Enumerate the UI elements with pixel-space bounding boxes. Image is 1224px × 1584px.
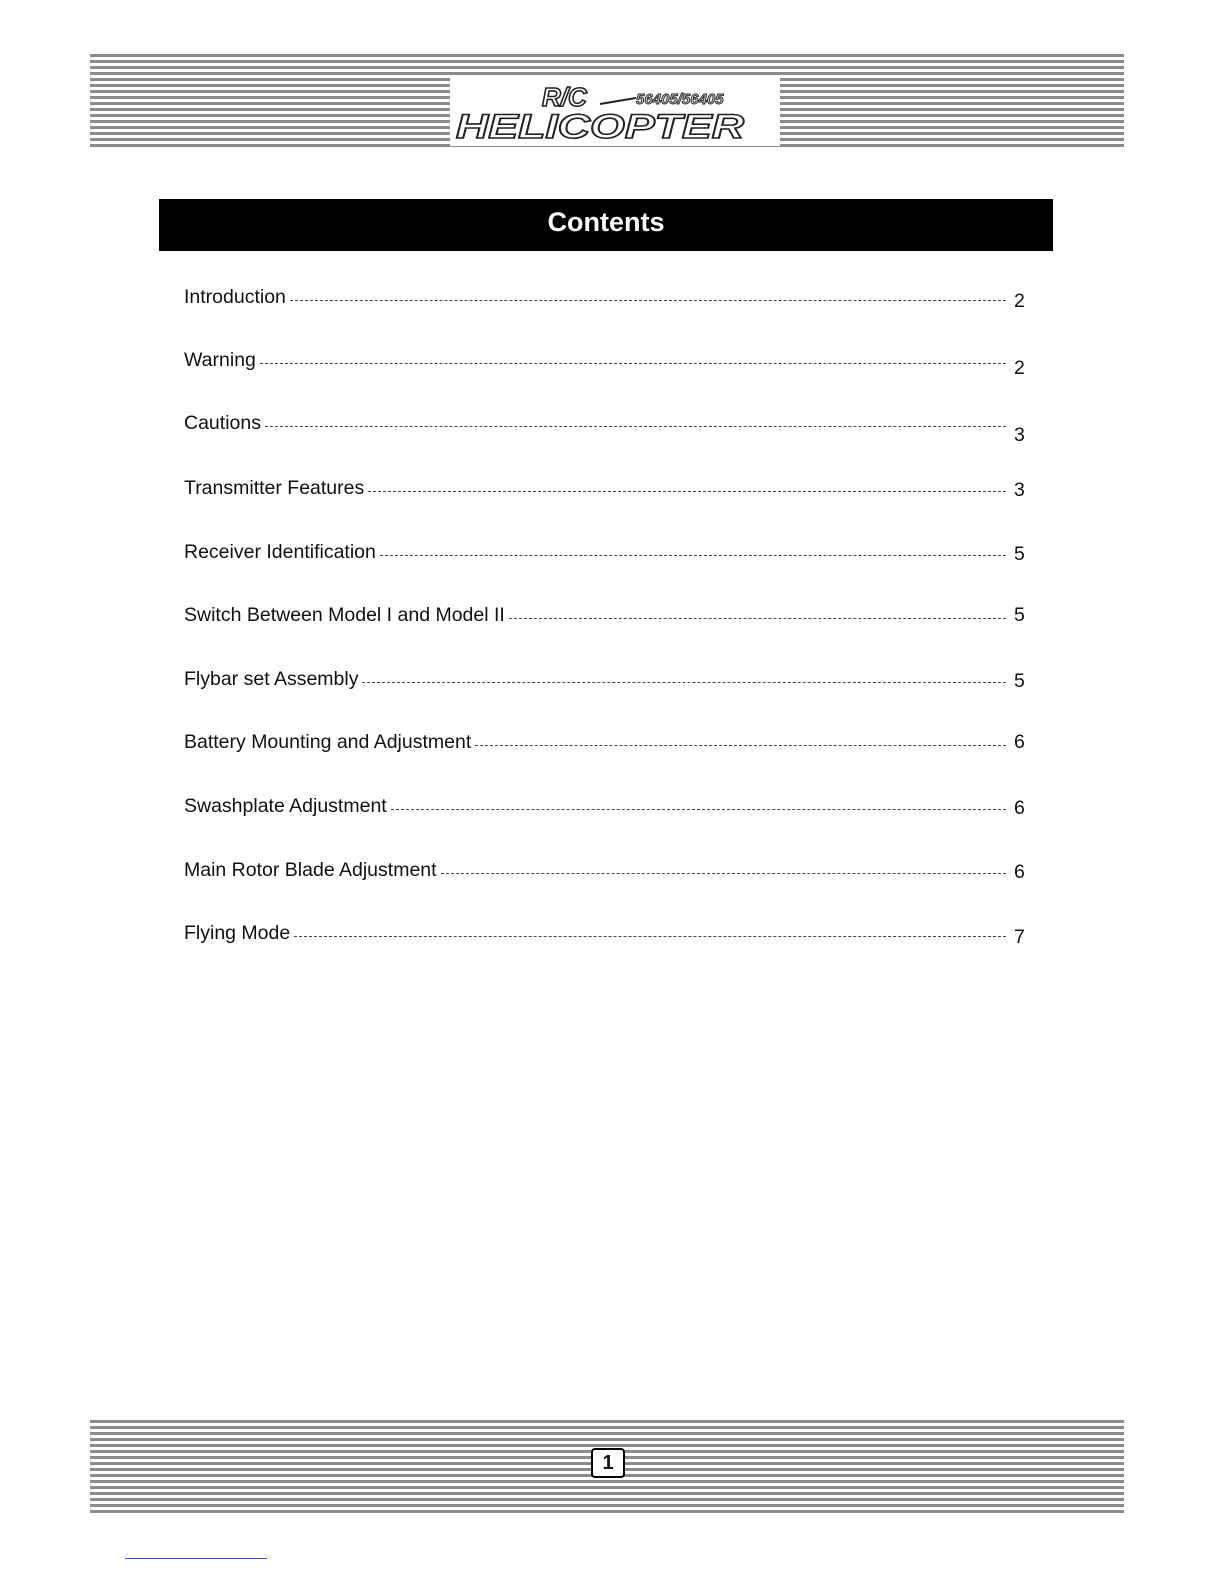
toc-entry[interactable] [184,859,1006,889]
toc-leader-dots [475,745,1006,746]
toc-entry-page: 3 [1014,479,1025,501]
toc-entry-title: Main Rotor Blade Adjustment [184,859,437,881]
toc-leader-dots [265,426,1006,427]
toc-entry-title: Swashplate Adjustment [184,795,387,817]
toc-entry-page: 6 [1014,797,1025,819]
toc-entry[interactable] [184,731,1006,761]
toc-leader-dots [290,300,1006,301]
toc-entry-title: Warning [184,349,256,371]
toc-entry-page: 6 [1014,731,1025,753]
toc-entry-page: 2 [1014,357,1025,379]
logo-helicopter-text: HELICOPTER [456,108,745,146]
toc-entry-title: Transmitter Features [184,477,365,499]
toc-entry[interactable] [184,795,1006,825]
logo-rc-text: R/C [542,82,587,112]
toc-entry-title: Flying Mode [184,922,291,944]
toc-entry-page: 5 [1014,604,1025,626]
contents-heading: Contents [159,199,1053,251]
toc-entry[interactable] [184,604,1006,634]
toc-entry-page: 2 [1014,290,1025,312]
toc-entry[interactable] [184,412,1006,442]
toc-leader-dots [368,491,1006,492]
toc-entry-page: 7 [1014,926,1025,948]
toc-entry[interactable] [184,541,1006,571]
toc-entry-title: Cautions [184,412,261,434]
toc-entry-page: 5 [1014,670,1025,692]
toc-leader-dots [391,809,1006,810]
toc-entry[interactable] [184,349,1006,379]
toc-entry[interactable] [184,286,1006,316]
toc-entry[interactable] [184,922,1006,952]
toc-leader-dots [441,873,1006,874]
toc-leader-dots [509,618,1006,619]
toc-leader-dots [362,682,1006,683]
link-underline [125,1558,267,1559]
toc-entry[interactable] [184,668,1006,698]
toc-entry-title: Receiver Identification [184,541,376,563]
toc-entry-page: 6 [1014,861,1025,883]
toc-entry-title: Introduction [184,286,286,308]
toc-entry-title: Switch Between Model I and Model II [184,604,505,626]
toc-entry-page: 5 [1014,543,1025,565]
toc-entry-title: Flybar set Assembly [184,668,359,690]
page-number: 1 [591,1448,625,1478]
toc-leader-dots [294,936,1006,937]
toc-entry-title: Battery Mounting and Adjustment [184,731,472,753]
toc-entry[interactable] [184,477,1006,507]
toc-leader-dots [380,555,1006,556]
logo-model-text: 56405/56405 [636,91,724,108]
toc-leader-dots [260,363,1006,364]
toc-entry-page: 3 [1014,424,1025,446]
